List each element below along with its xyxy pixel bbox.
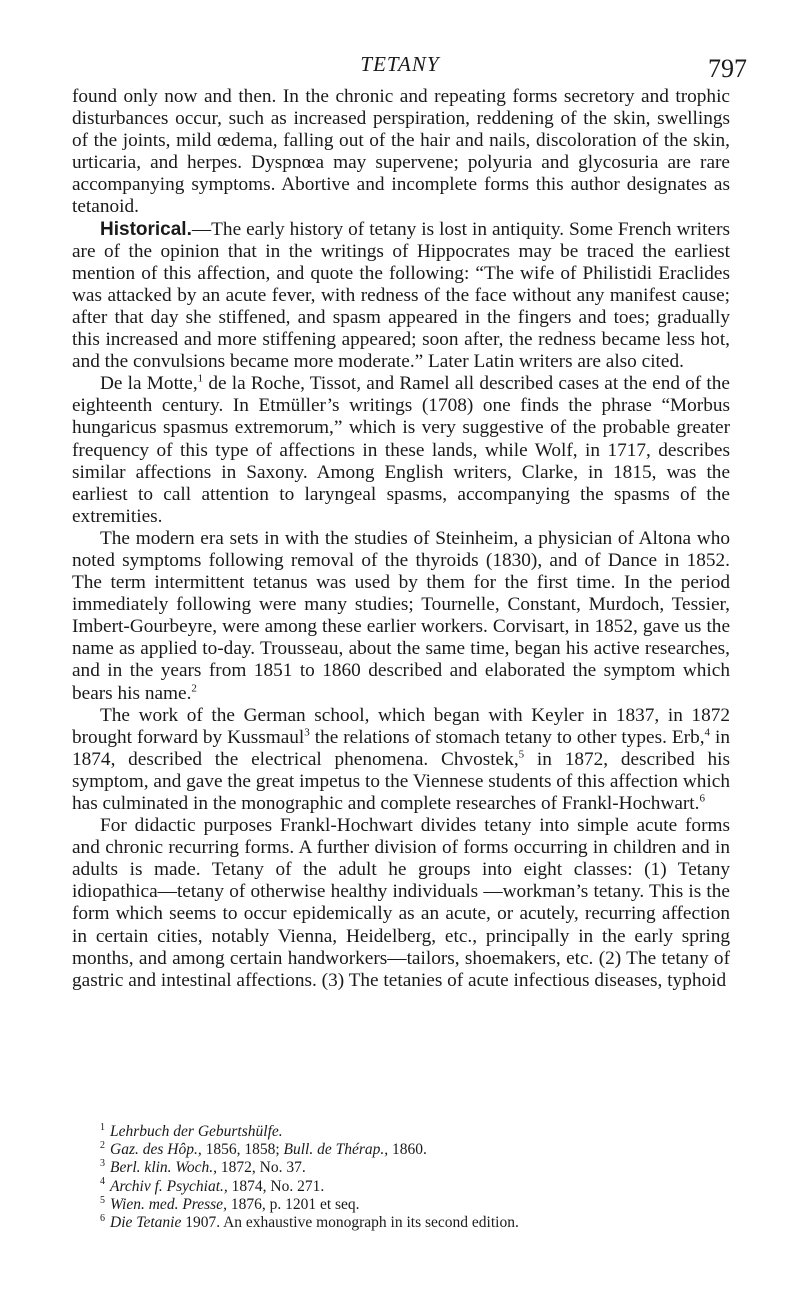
footnote-title: Archiv f. Psychiat., [110,1177,228,1195]
footnote-number: 4 [100,1176,105,1188]
body-text [72,86,730,992]
footnote-ref-3: 3 [304,726,310,739]
paragraph-3-text-b: de la Roche, Tissot, and Ramel all described cases at the end of the eighteenth century. In Etmüller’s writings (1708) one finds the phrase “Morbus hungaricus spasmus extremorum,” which is very suggestive of the probable greater frequency of this type of affections in these lands, while Wolf, in 1717, describes similar affections in Saxony. Among English writers, Clarke, in 1815, was the earliest to call attention to laryngeal spasms, accompanying the spasms of the extremities. [72,373,730,527]
footnote-title: Die Tetanie [110,1214,182,1232]
paragraph-historical-text: —The early history of tetany is lost in antiquity. Some French writers are of the opinion that in the writings of Hippocrates may be traced the earliest mention of this affection, and quote the following: “The wife of Philistidi Eraclides was attacked by an acute fever, with redness of the face without any manifest cause; after that day she stiffened, and spasm appeared in the fingers and toes; gradually this increased and more stiffening appeared; soon after, the redness became less hot, and the convulsions became more moderate.” Later Latin writers are also cited. [72,218,730,373]
footnote-number: 1 [100,1121,105,1133]
footnote-2 [72,1141,730,1159]
footnote-text: 1907. An exhaustive monograph in its second edition. [181,1214,519,1232]
footnote-text: 1856, 1858; [201,1141,284,1159]
paragraph-5 [72,705,730,815]
footnote-ref-6: 6 [699,792,705,805]
footnote-ref-4: 4 [704,726,711,739]
paragraph-5-text-a: The work of the German school, which began with Keyler in 1837, in 1872 brought forward by Kussmaul [72,704,730,748]
footnote-ref-1: 1 [197,372,204,385]
footnote-1 [72,1123,730,1141]
footnote-title: Gaz. des Hôp., [110,1141,202,1159]
paragraph-5-text-c: in 1874, described the electrical phenomena. Chvostek, [72,726,730,770]
paragraph-6: For didactic purposes Frankl-Hochwart divides tetany into simple acute forms and chronic recurring forms. A further division of forms occurring in children and in adults is made. Tetany of the adult he groups into eight classes: (1) Tetany idiopathica—tetany of otherwise healthy individuals —workman’s tetany. This is the form which seems to occur epidemically as an acute, or acutely, recurring affection in certain cities, notably Vienna, Heidelberg, etc., principally in the early spring months, and among certain handworkers—tailors, shoemakers, etc. (2) The tetany of gastric and intestinal affections. (3) The tetanies of acute infectious diseases, typhoid [72,815,730,991]
footnote-text: 1876, p. 1201 et seq. [226,1195,360,1213]
running-title: TETANY [360,52,440,76]
paragraph-4 [72,528,730,705]
footnote-ref-2: 2 [191,682,197,695]
footnote-number: 2 [100,1140,105,1152]
footnote-number: 5 [100,1194,105,1206]
footnote-6 [72,1214,730,1232]
footnote-4 [72,1178,730,1196]
footnote-3 [72,1159,730,1177]
paragraph-3 [72,373,730,528]
footnote-number: 6 [100,1212,105,1224]
footnote-title: Lehrbuch der Geburtshülfe. [110,1123,283,1140]
footnote-number: 3 [100,1158,105,1170]
footnotes [72,1123,730,1232]
paragraph-5-text-d: in 1872, described his symptom, and gave the great impetus to the Viennese students of this affection which has culminated in the monographic and complete researches of Frankl-Hochwart. [72,748,730,814]
footnote-title: Berl. klin. Woch., [110,1159,218,1177]
paragraph-1: found only now and then. In the chronic and repeating forms secretory and trophic disturbances occur, such as increased perspiration, reddening of the skin, swellings of the joints, mild œdema, falling out of the hair and nails, discoloration of the skin, urticaria, and herpes. Dyspnœa may supervene; polyuria and glycosuria are rare accompanying symptoms. Abortive and incomplete forms this author designates as tetanoid. [72,86,730,218]
page-number: 797 [708,54,747,83]
footnote-ref-5: 5 [518,748,525,761]
footnote-text: 1874, No. 271. [227,1177,325,1195]
section-heading-historical: Historical. [100,218,192,240]
footnote-text: 1872, No. 37. [217,1159,306,1177]
paragraph-3-text-a: De la Motte, [100,373,198,395]
paragraph-historical [72,219,730,374]
footnote-5 [72,1196,730,1214]
footnote-text-2: 1860. [388,1141,427,1159]
footnote-title: Wien. med. Presse, [110,1195,227,1213]
paragraph-5-text-b: the relations of stomach tetany to other types. Erb, [309,726,705,748]
footnote-title-2: Bull. de Thérap., [283,1141,389,1159]
paragraph-4-text: The modern era sets in with the studies of Steinheim, a physician of Altona who noted symptoms following removal of the thyroids (1830), and of Dance in 1852. The term intermittent tetanus was used by them for the first time. In the period immediately following were many studies; Tournelle, Constant, Murdoch, Tessier, Imbert-Gourbeyre, were among these earlier workers. Corvisart, in 1852, gave us the name as applied to-day. Trousseau, about the same time, began his active researches, and in the years from 1851 to 1860 described and elaborated the symptom which bears his name. [72,527,730,704]
